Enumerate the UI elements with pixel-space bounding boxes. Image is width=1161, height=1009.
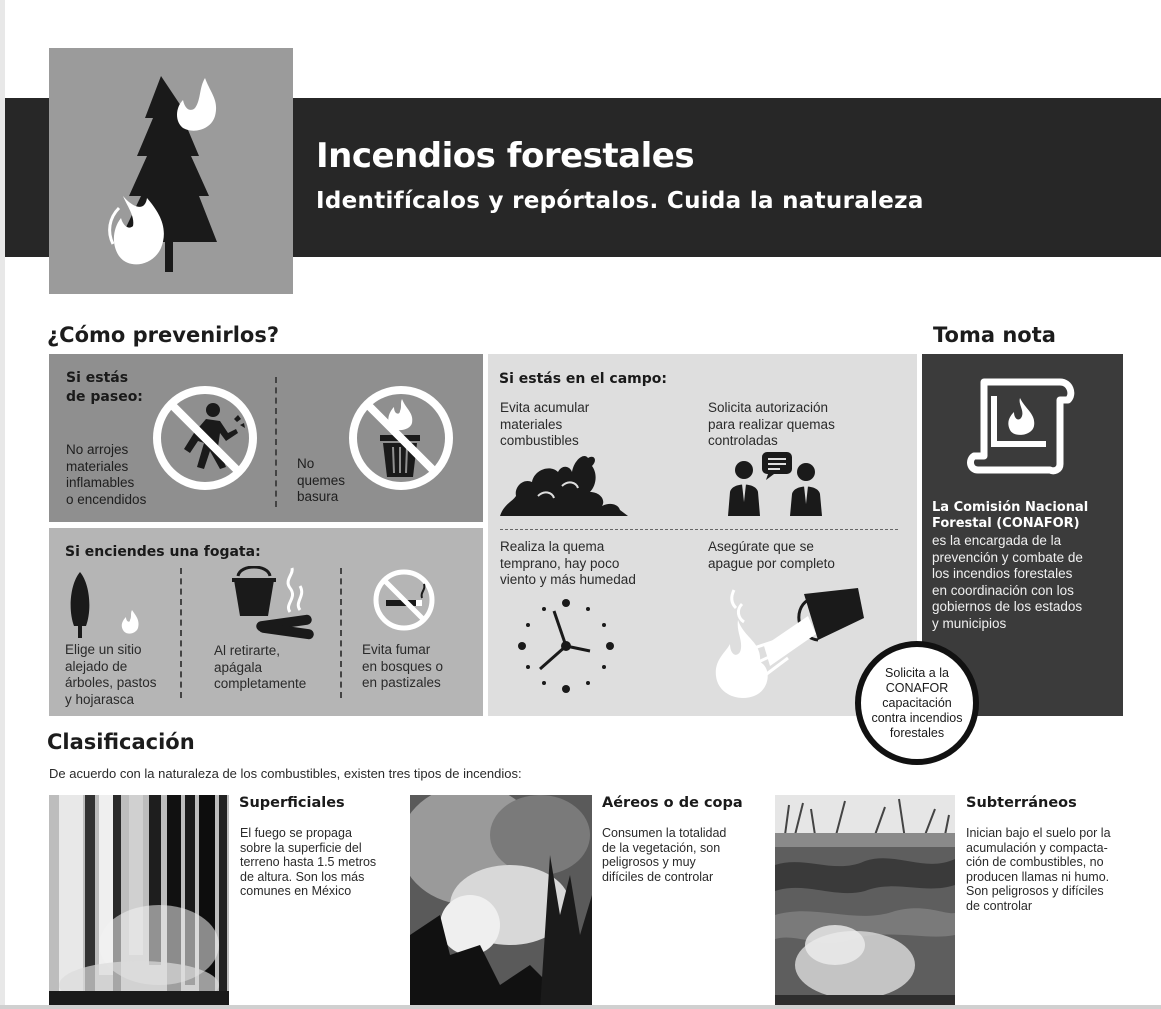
desc-line: de controlar bbox=[966, 898, 1033, 913]
badge-line: contra incendios bbox=[871, 710, 963, 725]
bucket-fire-icon bbox=[228, 566, 318, 640]
campo-tip-3-line: viento y más humedad bbox=[500, 572, 636, 587]
page-title: Incendios forestales bbox=[316, 136, 695, 176]
paseo-tip-2 bbox=[297, 456, 345, 506]
prevent-heading: ¿Cómo prevenirlos? bbox=[47, 323, 280, 347]
photo-superficiales bbox=[49, 795, 229, 1009]
campo-tip-2-line: Solicita autorización bbox=[708, 400, 829, 415]
desc-line: peligrosos y muy bbox=[602, 855, 696, 869]
paseo-tip-1-line: inflamables bbox=[66, 475, 135, 490]
desc-line: de altura. Son los más bbox=[240, 869, 365, 884]
desc-line: El fuego se propaga bbox=[240, 826, 352, 840]
note-bold-text bbox=[932, 500, 1088, 532]
campo-tip-1-line: materiales bbox=[500, 416, 563, 432]
fogata-tip-1-line: Elige un sitio bbox=[65, 642, 142, 657]
page-bottom-edge bbox=[0, 1005, 1161, 1009]
ground-fire-image bbox=[775, 795, 955, 1009]
campo-tip-2 bbox=[708, 400, 835, 450]
paseo-tip-2-line: basura bbox=[297, 489, 339, 504]
type-title-subterraneos: Subterráneos bbox=[966, 795, 1077, 811]
note-line: gobiernos de los estados bbox=[932, 599, 1083, 614]
note-heading: Toma nota bbox=[933, 323, 1056, 347]
fogata-tip-3-line: en pastizales bbox=[362, 675, 441, 690]
campo-tip-3-line: Realiza la quema bbox=[500, 539, 605, 554]
paseo-label-line2: de paseo: bbox=[66, 389, 143, 405]
no-smoking-icon bbox=[372, 568, 436, 632]
desc-line: Consumen la totalidad bbox=[602, 826, 727, 840]
desc-line: difíciles de controlar bbox=[602, 869, 714, 884]
conafor-badge bbox=[855, 641, 979, 765]
desc-line: sobre la superficie del bbox=[240, 840, 362, 855]
fogata-tip-2-line: apágala bbox=[214, 659, 263, 675]
note-line: prevención y combate de bbox=[932, 549, 1083, 565]
garbage-pile-icon bbox=[498, 452, 630, 518]
forest-floor-fire-image bbox=[49, 795, 229, 1009]
campo-tip-3-line: temprano, hay poco bbox=[500, 555, 620, 571]
fogata-tip-2 bbox=[214, 643, 306, 693]
bucket-water-fire-icon bbox=[708, 580, 868, 704]
classification-intro: De acuerdo con la naturaleza de los combustibles, existen tres tipos de incendios: bbox=[49, 766, 522, 781]
desc-line: Son peligrosos y difíciles bbox=[966, 884, 1104, 898]
badge-line: forestales bbox=[889, 725, 945, 740]
campo-tip-2-line: controladas bbox=[708, 433, 778, 448]
classification-heading: Clasificación bbox=[47, 730, 195, 754]
fogata-tip-3-line: en bosques o bbox=[362, 658, 444, 674]
desc-line: acumulación y compacta- bbox=[966, 840, 1108, 855]
desc-line: de la vegetación, son bbox=[602, 840, 721, 855]
tree-fire-icon bbox=[49, 48, 293, 294]
paseo-tip-1-line: No arrojes bbox=[66, 442, 129, 457]
divider bbox=[275, 377, 277, 507]
badge-line: CONAFOR bbox=[885, 680, 949, 695]
note-bold-line: La Comisión Nacional bbox=[932, 500, 1089, 515]
fogata-tip-1-line: árboles, pastos bbox=[65, 675, 157, 690]
paseo-tip-2-line: quemes bbox=[297, 472, 346, 488]
document-fire-icon bbox=[964, 374, 1078, 476]
campo-tip-3 bbox=[500, 539, 636, 589]
campo-tip-4-line: apague por completo bbox=[708, 555, 835, 571]
type-desc-aereos bbox=[602, 826, 726, 884]
clock-icon bbox=[510, 595, 622, 697]
type-title-superficiales: Superficiales bbox=[239, 795, 345, 811]
page-subtitle: Identifícalos y repórtalos. Cuida la naturaleza bbox=[316, 188, 924, 214]
campo-tip-4 bbox=[708, 539, 835, 572]
logo-box bbox=[49, 48, 293, 294]
note-text bbox=[932, 533, 1083, 632]
fogata-tip-3 bbox=[362, 642, 443, 692]
photo-aereos bbox=[410, 795, 592, 1009]
campo-label: Si estás en el campo: bbox=[499, 371, 668, 387]
tree-campfire-icon bbox=[60, 570, 150, 642]
fogata-label: Si enciendes una fogata: bbox=[65, 544, 261, 560]
paseo-label-line1: Si estás bbox=[66, 370, 129, 386]
campo-tip-2-line: para realizar quemas bbox=[708, 416, 835, 432]
campo-tip-1-line: combustibles bbox=[500, 433, 579, 448]
paseo-tip-1 bbox=[66, 442, 146, 508]
type-desc-subterraneos bbox=[966, 826, 1111, 913]
fogata-tip-3-line: Evita fumar bbox=[362, 642, 431, 657]
fogata-tip-1-line: y hojarasca bbox=[65, 691, 135, 707]
paseo-tip-1-line: materiales bbox=[66, 458, 129, 474]
campo-tip-4-line: Asegúrate que se bbox=[708, 539, 814, 554]
conafor-badge-text bbox=[871, 666, 962, 741]
desc-line: comunes en México bbox=[240, 884, 352, 898]
note-line: es la encargada de la bbox=[932, 533, 1062, 548]
note-line: en coordinación con los bbox=[932, 582, 1074, 598]
desc-line: ción de combustibles, no bbox=[966, 855, 1104, 869]
badge-line: Solicita a la bbox=[885, 665, 949, 680]
campo-tip-1-line: Evita acumular bbox=[500, 400, 590, 415]
divider bbox=[500, 529, 898, 530]
people-talking-icon bbox=[720, 450, 832, 518]
fogata-tip-2-line: completamente bbox=[214, 676, 307, 691]
campo-tip-1 bbox=[500, 400, 589, 450]
note-line: y municipios bbox=[932, 615, 1007, 631]
type-title-aereos: Aéreos o de copa bbox=[602, 795, 743, 811]
fogata-tip-2-line: Al retirarte, bbox=[214, 643, 281, 658]
no-throw-icon bbox=[150, 383, 260, 493]
desc-line: producen llamas ni humo. bbox=[966, 869, 1110, 884]
paseo-tip-1-line: o encendidos bbox=[66, 491, 147, 507]
no-burn-trash-icon bbox=[346, 383, 456, 493]
crown-fire-image bbox=[410, 795, 592, 1009]
fogata-tip-1 bbox=[65, 642, 157, 708]
fogata-tip-1-line: alejado de bbox=[65, 658, 128, 674]
desc-line: Inician bajo el suelo por la bbox=[966, 826, 1111, 840]
note-bold-line: Forestal (CONAFOR) bbox=[932, 516, 1080, 531]
paseo-label bbox=[66, 369, 143, 407]
desc-line: terreno hasta 1.5 metros bbox=[240, 855, 377, 869]
divider bbox=[180, 568, 182, 698]
note-line: los incendios forestales bbox=[932, 566, 1073, 581]
photo-subterraneos bbox=[775, 795, 955, 1009]
badge-line: capacitación bbox=[882, 695, 952, 710]
type-desc-superficiales bbox=[240, 826, 376, 899]
paseo-tip-2-line: No bbox=[297, 456, 315, 471]
divider bbox=[340, 568, 342, 698]
